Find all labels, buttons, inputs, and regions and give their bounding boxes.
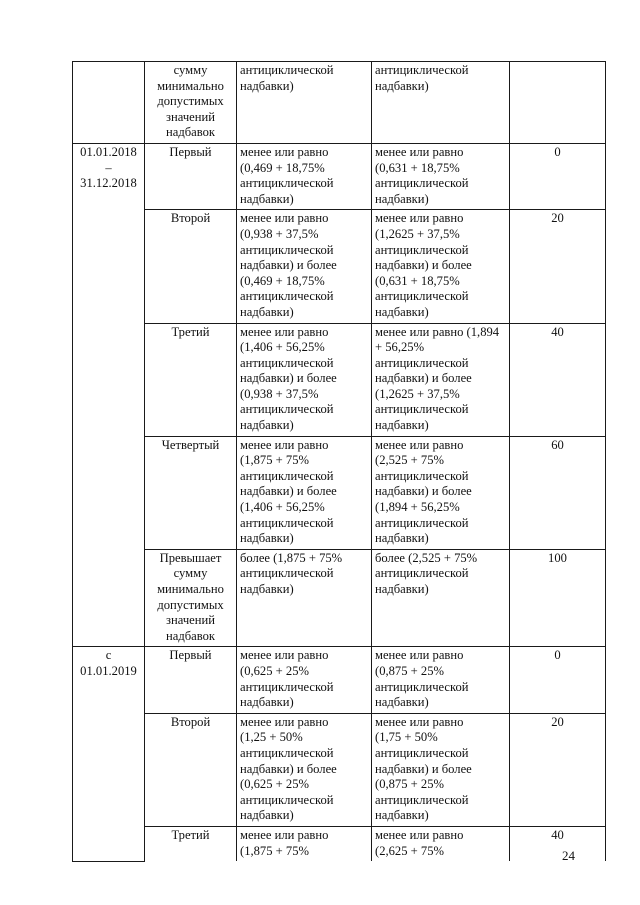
level-cell-text: Третий [171,827,210,842]
percent-cell [510,210,606,323]
threshold-b-cell-text: менее или равно (1,75 + 50% антициклической надбавки) и более (0,875 + 25% антициклической надбавки) [375,714,472,823]
level-cell [145,826,237,861]
threshold-a-cell [237,323,372,436]
threshold-b-cell [372,826,510,861]
threshold-a-cell [237,826,372,861]
percent-cell-text: 100 [548,550,567,565]
threshold-b-cell-text: менее или равно (0,631 + 18,75% антициклической надбавки) [375,144,469,206]
percent-cell [510,143,606,209]
level-cell [145,436,237,549]
percent-cell [510,62,606,144]
threshold-b-cell-text: менее или равно (2,525 + 75% антициклической надбавки) и более (1,894 + 56,25% антициклической надбавки) [375,437,472,546]
level-cell-text: Второй [170,211,211,226]
threshold-b-cell [372,143,510,209]
threshold-a-cell-text: менее или равно (0,625 + 25% антициклической надбавки) [240,648,334,710]
percent-cell-text: 20 [551,714,564,729]
percent-cell [510,549,606,647]
period-cell [73,62,145,144]
threshold-a-cell-text: менее или равно (1,406 + 56,25% антициклической надбавки) и более (0,938 + 37,5% антициклической надбавки) [240,324,337,433]
threshold-b-cell [372,549,510,647]
percent-cell [510,647,606,713]
level-cell [145,143,237,209]
percent-cell-text: 40 [551,324,564,339]
percent-cell-text: 60 [551,437,564,452]
level-cell [145,713,237,826]
level-cell-text: Первый [169,144,212,159]
table-row [73,436,606,549]
level-cell-text: Третий [171,324,210,339]
threshold-b-cell-text: антициклической надбавки) [375,63,469,93]
percent-cell-text: 20 [551,211,564,226]
threshold-a-cell-text: менее или равно (1,875 + 75% [240,827,329,858]
threshold-b-cell [372,210,510,323]
level-cell-text: Первый [169,648,212,663]
percent-cell-text: 40 [551,827,564,842]
threshold-a-cell [237,436,372,549]
level-cell [145,62,237,144]
level-cell-text: сумму минимально допустимых значений надбавок [157,63,224,140]
table-row [73,210,606,323]
threshold-b-cell [372,62,510,144]
threshold-a-cell-text: менее или равно (1,25 + 50% антициклической надбавки) и более (0,625 + 25% антициклической надбавки) [240,714,337,823]
threshold-a-cell [237,62,372,144]
threshold-b-cell [372,436,510,549]
period-cell-text: 01.01.2018 – 31.12.2018 [80,144,137,191]
percent-cell [510,713,606,826]
percent-cell [510,323,606,436]
level-cell [145,210,237,323]
period-cell [73,647,145,861]
regulation-table [72,61,606,862]
threshold-a-cell [237,647,372,713]
threshold-b-cell [372,647,510,713]
percent-cell [510,826,606,861]
threshold-a-cell [237,143,372,209]
threshold-a-cell-text: менее или равно (0,469 + 18,75% антициклической надбавки) [240,144,334,206]
threshold-a-cell-text: менее или равно (0,938 + 37,5% антициклической надбавки) и более (0,469 + 18,75% антициклической надбавки) [240,211,337,319]
percent-cell [510,436,606,549]
table-row [73,62,606,144]
level-cell-text: Четвертый [161,437,220,452]
period-cell [73,143,145,646]
percent-cell-text: 0 [554,144,561,159]
level-cell [145,323,237,436]
threshold-b-cell-text: менее или равно (1,894 + 56,25% антициклической надбавки) и более (1,2625 + 37,5% антициклической надбавки) [375,324,500,433]
threshold-b-cell-text: менее или равно (0,875 + 25% антициклической надбавки) [375,648,469,710]
percent-cell-text: 0 [554,648,561,663]
level-cell [145,549,237,647]
level-cell-text: Второй [170,714,211,729]
table-row [73,713,606,826]
page-number: 24 [562,848,575,863]
threshold-b-cell-text: менее или равно (2,625 + 75% [375,827,464,858]
table-body [73,62,606,862]
threshold-a-cell [237,210,372,323]
table-row [73,826,606,861]
threshold-b-cell-text: менее или равно (1,2625 + 37,5% антициклической надбавки) и более (0,631 + 18,75% антициклической надбавки) [375,211,472,319]
threshold-a-cell [237,713,372,826]
table-row [73,143,606,209]
table-row [73,323,606,436]
threshold-a-cell-text: более (1,875 + 75% антициклической надбавки) [240,550,343,596]
level-cell-text: Превышает сумму минимально допустимых значений надбавок [157,550,224,643]
threshold-a-cell-text: антициклической надбавки) [240,63,334,93]
threshold-b-cell [372,713,510,826]
threshold-a-cell [237,549,372,647]
threshold-b-cell [372,323,510,436]
threshold-a-cell-text: менее или равно (1,875 + 75% антициклической надбавки) и более (1,406 + 56,25% антициклической надбавки) [240,437,337,546]
threshold-b-cell-text: более (2,525 + 75% антициклической надбавки) [375,550,478,596]
level-cell [145,647,237,713]
table-row [73,647,606,713]
table-row [73,549,606,647]
period-cell-text: с 01.01.2019 [80,648,137,678]
